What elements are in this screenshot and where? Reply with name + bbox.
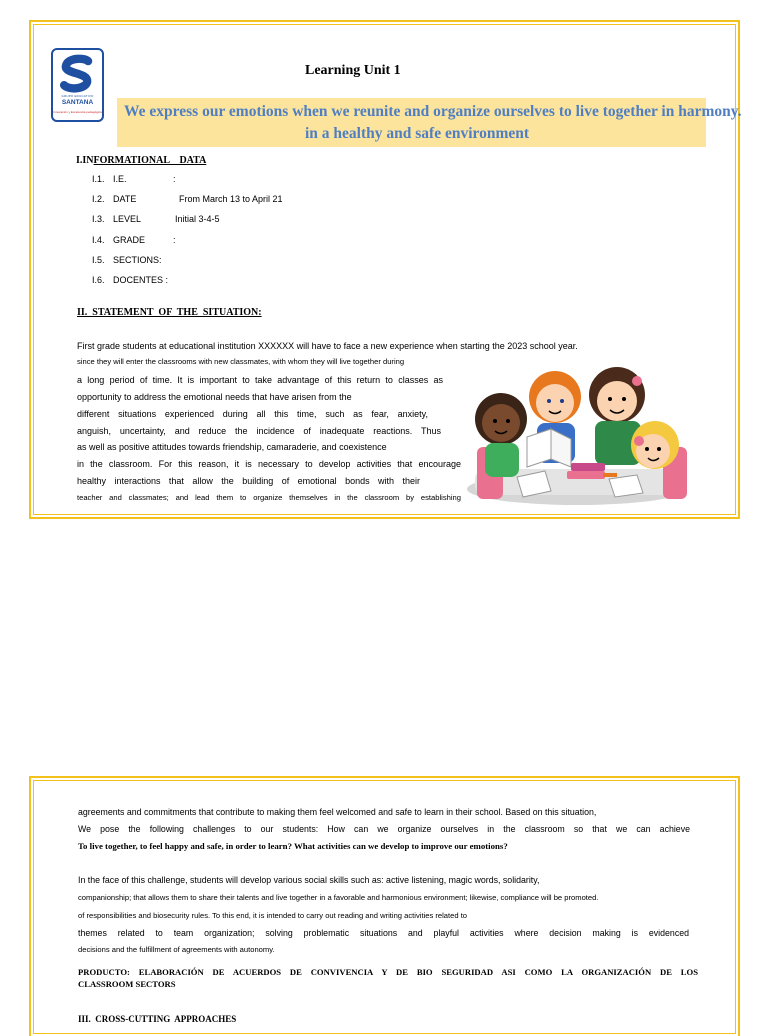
situation-line-4: opportunity to address the emotional needs that have arisen from the (77, 392, 352, 402)
situation-line-7: as well as positive attitudes towards friendship, camaraderie, and coexistence (77, 442, 387, 452)
row-value: Initial 3-4-5 (175, 214, 220, 224)
situation-line-9: healthy interactions that allow the building of emotional bonds with their (77, 476, 420, 486)
row-label: DATE (113, 194, 137, 204)
row-label: SECTIONS: (113, 255, 162, 265)
banner-title-line-1: We express our emotions when we reunite and organize ourselves to live together in harmony. (124, 103, 742, 120)
continued-line-7: themes related to team organization; solving problematic situations and playful activities where decision making is evidenced (78, 928, 689, 938)
section-2-heading: II. STATEMENT OF THE SITUATION: (77, 307, 262, 318)
situation-line-6: anguish, uncertainty, and reduce the incidence of inadequate reactions. Thus (77, 426, 441, 436)
row-number: I.6. (92, 275, 105, 285)
continued-line-2: We pose the following challenges to our students: How can we organize ourselves in the classroom so that we can achieve (78, 824, 690, 834)
banner-title-line-2: in a healthy and safe environment (305, 125, 530, 142)
section-1-heading-underlined: FORMATIONAL DATA (93, 155, 207, 166)
document-page-2 (29, 776, 740, 1036)
school-logo (51, 48, 104, 122)
row-separator: : (173, 174, 176, 184)
row-number: I.5. (92, 255, 105, 265)
row-label: DOCENTES : (113, 275, 169, 285)
row-number: I.1. (92, 174, 105, 184)
unit-title: Learning Unit 1 (305, 63, 401, 78)
situation-line-10: teacher and classmates; and lead them to organize themselves in the classroom by establishing (77, 493, 461, 502)
row-number: I.2. (92, 194, 105, 204)
situation-line-1: First grade students at educational institution XXXXXX will have to face a new experience when starting the 2023 school year. (77, 341, 578, 351)
producto-line-1: PRODUCTO: ELABORACIÓN DE ACUERDOS DE CONVIVENCIA Y DE BIO SEGURIDAD ASI COMO LA ORGANIZACIÓN DE LOS (78, 967, 698, 977)
row-label: LEVEL (113, 214, 142, 224)
producto-line-2: CLASSROOM SECTORS (78, 979, 176, 989)
row-number: I.4. (92, 235, 105, 245)
situation-line-3: a long period of time. It is important to take advantage of this return to classes as (77, 375, 443, 385)
section-1-heading (76, 155, 206, 166)
section-1-heading-prefix: I.IN (76, 155, 94, 166)
situation-line-5: different situations experienced during all this time, such as fear, anxiety, (77, 409, 428, 419)
continued-line-8: decisions and the fulfillment of agreements with autonomy. (78, 945, 275, 954)
section-3-heading: III. CROSS-CUTTING APPROACHES (78, 1014, 237, 1024)
challenge-question: To live together, to feel happy and safe, in order to learn? What activities can we develop to improve our emotions? (78, 841, 508, 851)
continued-line-6: of responsibilities and biosecurity rules. To this end, it is intended to carry out reading and writing activities related to (78, 911, 468, 920)
situation-line-8: in the classroom. For this reason, it is necessary to develop activities that encourage (77, 459, 461, 469)
logo-subtitle: Innovación y Excelencia pedagógica (53, 110, 102, 114)
row-label: I.E. (113, 174, 127, 184)
continued-line-5: companionship; that allows them to share their talents and live together in a favorable and harmonious environment; likewise, compliance will be promoted. (78, 893, 599, 902)
document-page-1 (29, 20, 740, 519)
santana-s-icon (53, 50, 102, 100)
logo-top-text: GRUPO EDUCATIVO (61, 94, 94, 98)
row-label: GRADE (113, 235, 146, 245)
children-reading-illustration (467, 359, 693, 505)
logo-name: SANTANA (61, 99, 94, 106)
row-separator: : (173, 235, 176, 245)
continued-line-1: agreements and commitments that contribute to making them feel welcomed and safe to learn in their school. Based on this situation, (78, 807, 597, 817)
situation-line-2: since they will enter the classrooms with new classmates, with whom they will live together during (77, 357, 405, 366)
row-value: From March 13 to April 21 (179, 194, 283, 204)
continued-line-4: In the face of this challenge, students will develop various social skills such as: active listening, magic words, solidarity, (78, 875, 540, 885)
row-number: I.3. (92, 214, 105, 224)
